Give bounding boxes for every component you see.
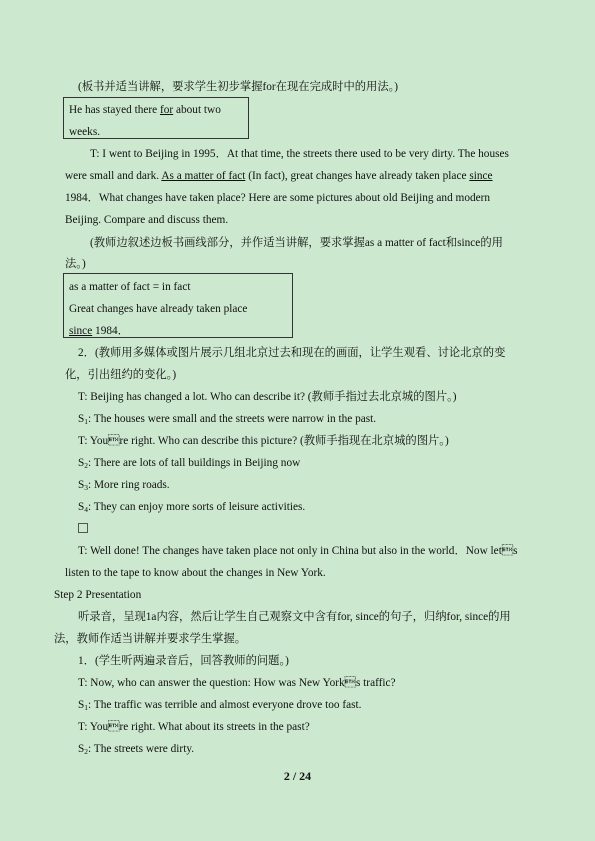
text-line: were small and dark. As a matter of fact (In fact), great changes have already taken place since: [65, 170, 493, 182]
text-line: 1．(学生听两遍录音后，回答教师的问题。): [78, 655, 289, 667]
dialogue-line: $S_3$: More ring roads.: [78, 479, 170, 492]
checkbox-placeholder: [78, 523, 88, 537]
text-line: 1984．What changes have taken place? Here are some pictures about old Beijing and modern: [65, 192, 491, 204]
dialogue-line: T: Youre right. What about its streets in the past?: [78, 721, 310, 733]
board-note-line: He has stayed there for about two: [69, 104, 221, 116]
dialogue-line: T: Now, who can answer the question: How was New Yorks traffic?: [78, 677, 396, 689]
text-line: 听录音，呈现1a内容，然后让学生自己观察文中含有for, since的句子，归纳for, since的用: [78, 611, 511, 623]
dialogue-line: T: Youre right. Who can describe this picture? (教师手指现在北京城的图片。): [78, 435, 449, 447]
text-line: 2．(教师用多媒体或图片展示几组北京过去和现在的画面，让学生观看、讨论北京的变: [78, 347, 506, 359]
text-line: 法。): [65, 258, 86, 270]
text-line: (教师边叙述边板书画线部分，并作适当讲解，要求掌握as a matter of fact和since的用: [90, 237, 503, 249]
text-line: listen to the tape to know about the changes in New York.: [65, 567, 326, 579]
section-heading: Step 2 Presentation: [54, 589, 142, 601]
dialogue-line: $S_1$: The houses were small and the streets were narrow in the past.: [78, 413, 377, 426]
dialogue-line: $S_4$: They can enjoy more sorts of leisure activities.: [78, 501, 306, 514]
page-number: 2 / 24: [283, 769, 312, 783]
board-note-line: as a matter of fact = in fact: [69, 281, 191, 293]
dialogue-line: $S_1$: The traffic was terrible and almost everyone drove too fast.: [78, 699, 362, 712]
text-line: (板书并适当讲解，要求学生初步掌握for在现在完成时中的用法。): [78, 81, 399, 93]
text-line: Beijing. Compare and discuss them.: [65, 214, 229, 226]
board-note-line: Great changes have already taken place: [69, 303, 248, 315]
dialogue-line: T: Well done! The changes have taken place not only in China but also in the world．Now lets: [78, 545, 518, 557]
text-line: 法，教师作适当讲解并要求学生掌握。: [54, 633, 247, 645]
board-note-line: since 1984．: [69, 325, 129, 337]
text-line: T: I went to Beijing in 1995．At that time, the streets there used to be very dirty. The houses: [90, 148, 509, 160]
text-line: T: Beijing has changed a lot. Who can describe it? (教师手指过去北京城的图片。): [78, 391, 457, 403]
dialogue-line: $S_2$: The streets were dirty.: [78, 743, 195, 756]
board-note-line: weeks.: [69, 126, 101, 138]
text-line: 化，引出纽约的变化。): [65, 369, 177, 381]
dialogue-line: $S_2$: There are lots of tall buildings in Beijing now: [78, 457, 301, 470]
